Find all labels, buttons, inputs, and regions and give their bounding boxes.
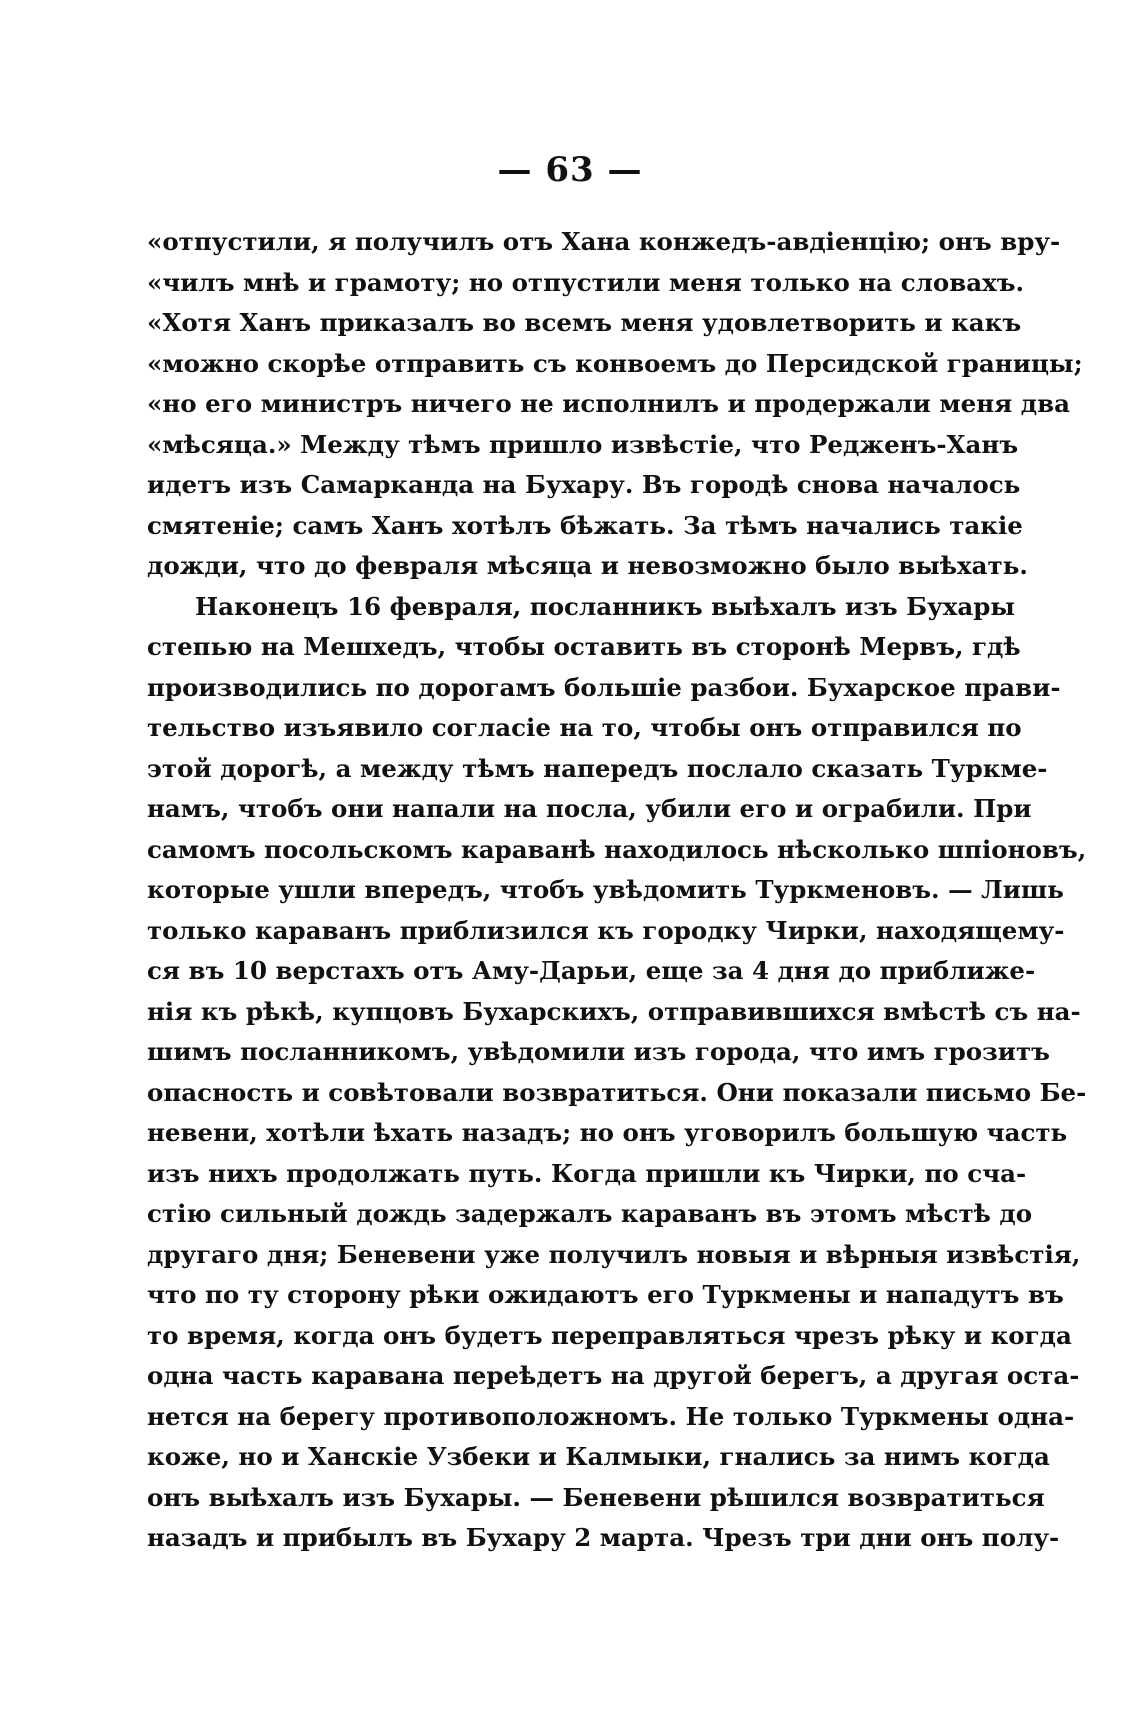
body-text <box>147 222 1087 1559</box>
text-line: «но его министръ ничего не исполнилъ и продержали меня два <box>147 389 1070 418</box>
text-line: коже, но и Ханскіе Узбеки и Калмыки, гнались за нимъ когда <box>147 1442 1050 1471</box>
text-line: стію сильный дождь задержалъ караванъ въ этомъ мѣстѣ до <box>147 1199 1033 1228</box>
text-line: идетъ изъ Самарканда на Бухару. Въ городѣ снова началось <box>147 470 1021 499</box>
text-line: этой дорогѣ, а между тѣмъ напередъ послало сказать Туркме- <box>147 753 1048 783</box>
text-line: только караванъ приблизился къ городку Чирки, находящему- <box>147 915 1065 945</box>
text-line: тельство изъявило согласіе на то, чтобы онъ отправился по <box>147 713 1022 742</box>
page-number: — 63 — <box>497 150 643 190</box>
text-line: «чилъ мнѣ и грамоту; но отпустили меня только на словахъ. <box>147 267 1025 297</box>
text-line: невени, хотѣли ѣхать назадъ; но онъ уговорилъ большую часть <box>147 1118 1068 1147</box>
text-line: назадъ и прибылъ въ Бухару 2 марта. Чрезъ три дни онъ полу- <box>147 1523 1060 1552</box>
text-line: шимъ посланникомъ, увѣдомили изъ города, что имъ грозитъ <box>147 1037 1050 1066</box>
paragraph-2 <box>147 587 1087 1559</box>
paragraph-1 <box>147 222 1083 587</box>
text-line: Наконецъ 16 февраля, посланникъ выѣхалъ изъ Бухары <box>195 591 1015 621</box>
text-line: одна часть каравана переѣдетъ на другой берегъ, а другая оста- <box>147 1361 1080 1390</box>
text-line: намъ, чтобъ они напали на посла, убили его и ограбили. При <box>147 794 1032 823</box>
text-line: что по ту сторону рѣки ожидаютъ его Туркмены и нападутъ въ <box>147 1280 1064 1309</box>
text-line: то время, когда онъ будетъ переправляться чрезъ рѣку и когда <box>147 1320 1072 1350</box>
text-line: нія къ рѣкѣ, купцовъ Бухарскихъ, отправившихся вмѣстѣ съ на- <box>147 996 1081 1026</box>
text-line: «мѣсяца.» Между тѣмъ пришло извѣстіе, что Редженъ-Ханъ <box>147 429 1019 459</box>
text-line: степью на Мешхедъ, чтобы оставить въ сторонѣ Мервъ, гдѣ <box>147 632 1021 661</box>
text-line: опасность и совѣтовали возвратиться. Они показали письмо Бе- <box>147 1077 1087 1107</box>
text-line: «можно скорѣе отправить съ конвоемъ до Персидской границы; <box>147 348 1083 378</box>
text-line: изъ нихъ продолжать путь. Когда пришли къ Чирки, по сча- <box>147 1158 1027 1188</box>
text-line: «отпустили, я получилъ отъ Хана конжедъ-авдіенцію; онъ вру- <box>147 227 1061 256</box>
text-line: другаго дня; Беневени уже получилъ новыя и вѣрныя извѣстія, <box>147 1239 1081 1269</box>
text-line: которые ушли впередъ, чтобъ увѣдомить Туркменовъ. — Лишь <box>147 875 1064 904</box>
text-line: дожди, что до февраля мѣсяца и невозможно было выѣхать. <box>147 551 1028 580</box>
text-line: онъ выѣхалъ изъ Бухары. — Беневени рѣшился возвратиться <box>147 1482 1045 1512</box>
text-line: ся въ 10 верстахъ отъ Аму-Дарьи, еще за 4 дня до приближе- <box>147 956 1036 985</box>
text-line: смятеніе; самъ Ханъ хотѣлъ бѣжать. За тѣмъ начались такіе <box>147 510 1023 540</box>
text-line: производились по дорогамъ большіе разбои. Бухарское прави- <box>147 672 1061 702</box>
text-line: нется на берегу противоположномъ. Не только Туркмены одна- <box>147 1401 1075 1431</box>
text-line: «Хотя Ханъ приказалъ во всемъ меня удовлетворить и какъ <box>147 308 1022 337</box>
text-line: самомъ посольскомъ караванѣ находилось нѣсколько шпіоновъ, <box>147 834 1087 864</box>
